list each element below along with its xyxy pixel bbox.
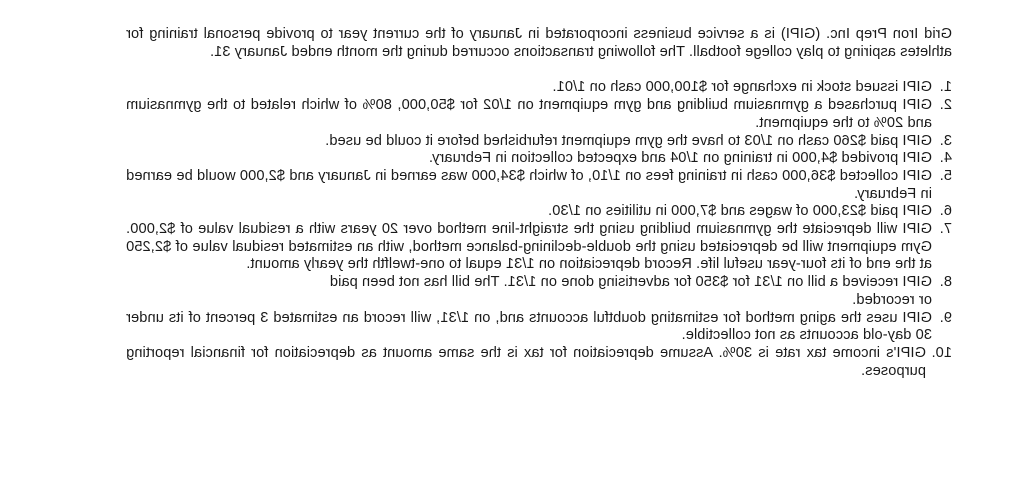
item-number: 4. — [939, 150, 952, 167]
item-number: 1. — [939, 79, 952, 96]
item-text: GIPI issued stock in exchange for $100,000 cash on 1/01. — [552, 79, 932, 96]
item-text: GIPI collected $36,000 cash in training fees on 1/10, of which $34,000 was earned in January and $2,000 would be earned in February. — [126, 167, 932, 202]
item-text: GIPI uses the aging method for estimating doubtful accounts and, on 1/31, will record an estimated 3 percent of its under 30 day-old accounts as not collectible. — [126, 309, 932, 344]
list-item — [126, 133, 952, 151]
item-text: GIPI's income tax rate is 30%. Assume depreciation for tax is the same amount as depreciation for financial reporting purposes. — [126, 344, 926, 379]
item-text-line: or recorded. — [852, 291, 932, 308]
item-text: GIPI paid $23,000 of wages and $7,000 in utilities on 1/30. — [548, 203, 932, 220]
transaction-list — [126, 79, 952, 380]
item-number: 10. — [931, 344, 952, 361]
item-text: GIPI provided $4,000 in training on 1/04 and expected collection in February. — [428, 150, 932, 167]
item-text: GIPI paid $260 cash on 1/03 to have the gym equipment refurbished before it could be used. — [325, 132, 932, 149]
list-item — [126, 221, 952, 274]
item-number: 7. — [939, 221, 952, 238]
list-item — [126, 310, 952, 345]
list-item — [126, 150, 952, 168]
list-item — [126, 345, 952, 380]
item-number: 6. — [939, 203, 952, 220]
document-body — [126, 26, 952, 380]
item-text: GIPI purchased a gymnasium building and gym equipment on 1/02 for $50,000, 80% of which related to the gymnasium and 20% to the equipment. — [126, 97, 932, 131]
item-number: 9. — [939, 309, 952, 326]
item-text — [126, 274, 932, 309]
list-item — [126, 79, 952, 97]
item-number: 8. — [939, 274, 952, 291]
list-item — [126, 274, 952, 309]
list-item — [126, 168, 952, 203]
list-item — [126, 97, 952, 132]
item-number: 3. — [939, 132, 952, 149]
item-number: 2. — [939, 97, 952, 114]
item-text-line: GIPI received a bill on 1/31 for $350 for advertising done on 1/31. The bill has not been paid — [329, 274, 932, 291]
list-item — [126, 203, 952, 221]
intro-paragraph: Grid Iron Prep Inc. (GIPI) is a service business incorporated in January of the current year to provide personal training for athletes aspiring to play college football. The following transactions occurred during the month ended January 31. — [126, 26, 952, 60]
item-text: GIPI will depreciate the gymnasium building using the straight-line method over 20 years with a residual value of $2,000. Gym equipment will be depreciated using the double-declining-balance method, with an estimated residual value of $2,250 at the end of its four-year useful life. Record depreciation on 1/31 equal to one-twelfth the yearly amount. — [126, 221, 932, 273]
item-number: 5. — [939, 167, 952, 184]
